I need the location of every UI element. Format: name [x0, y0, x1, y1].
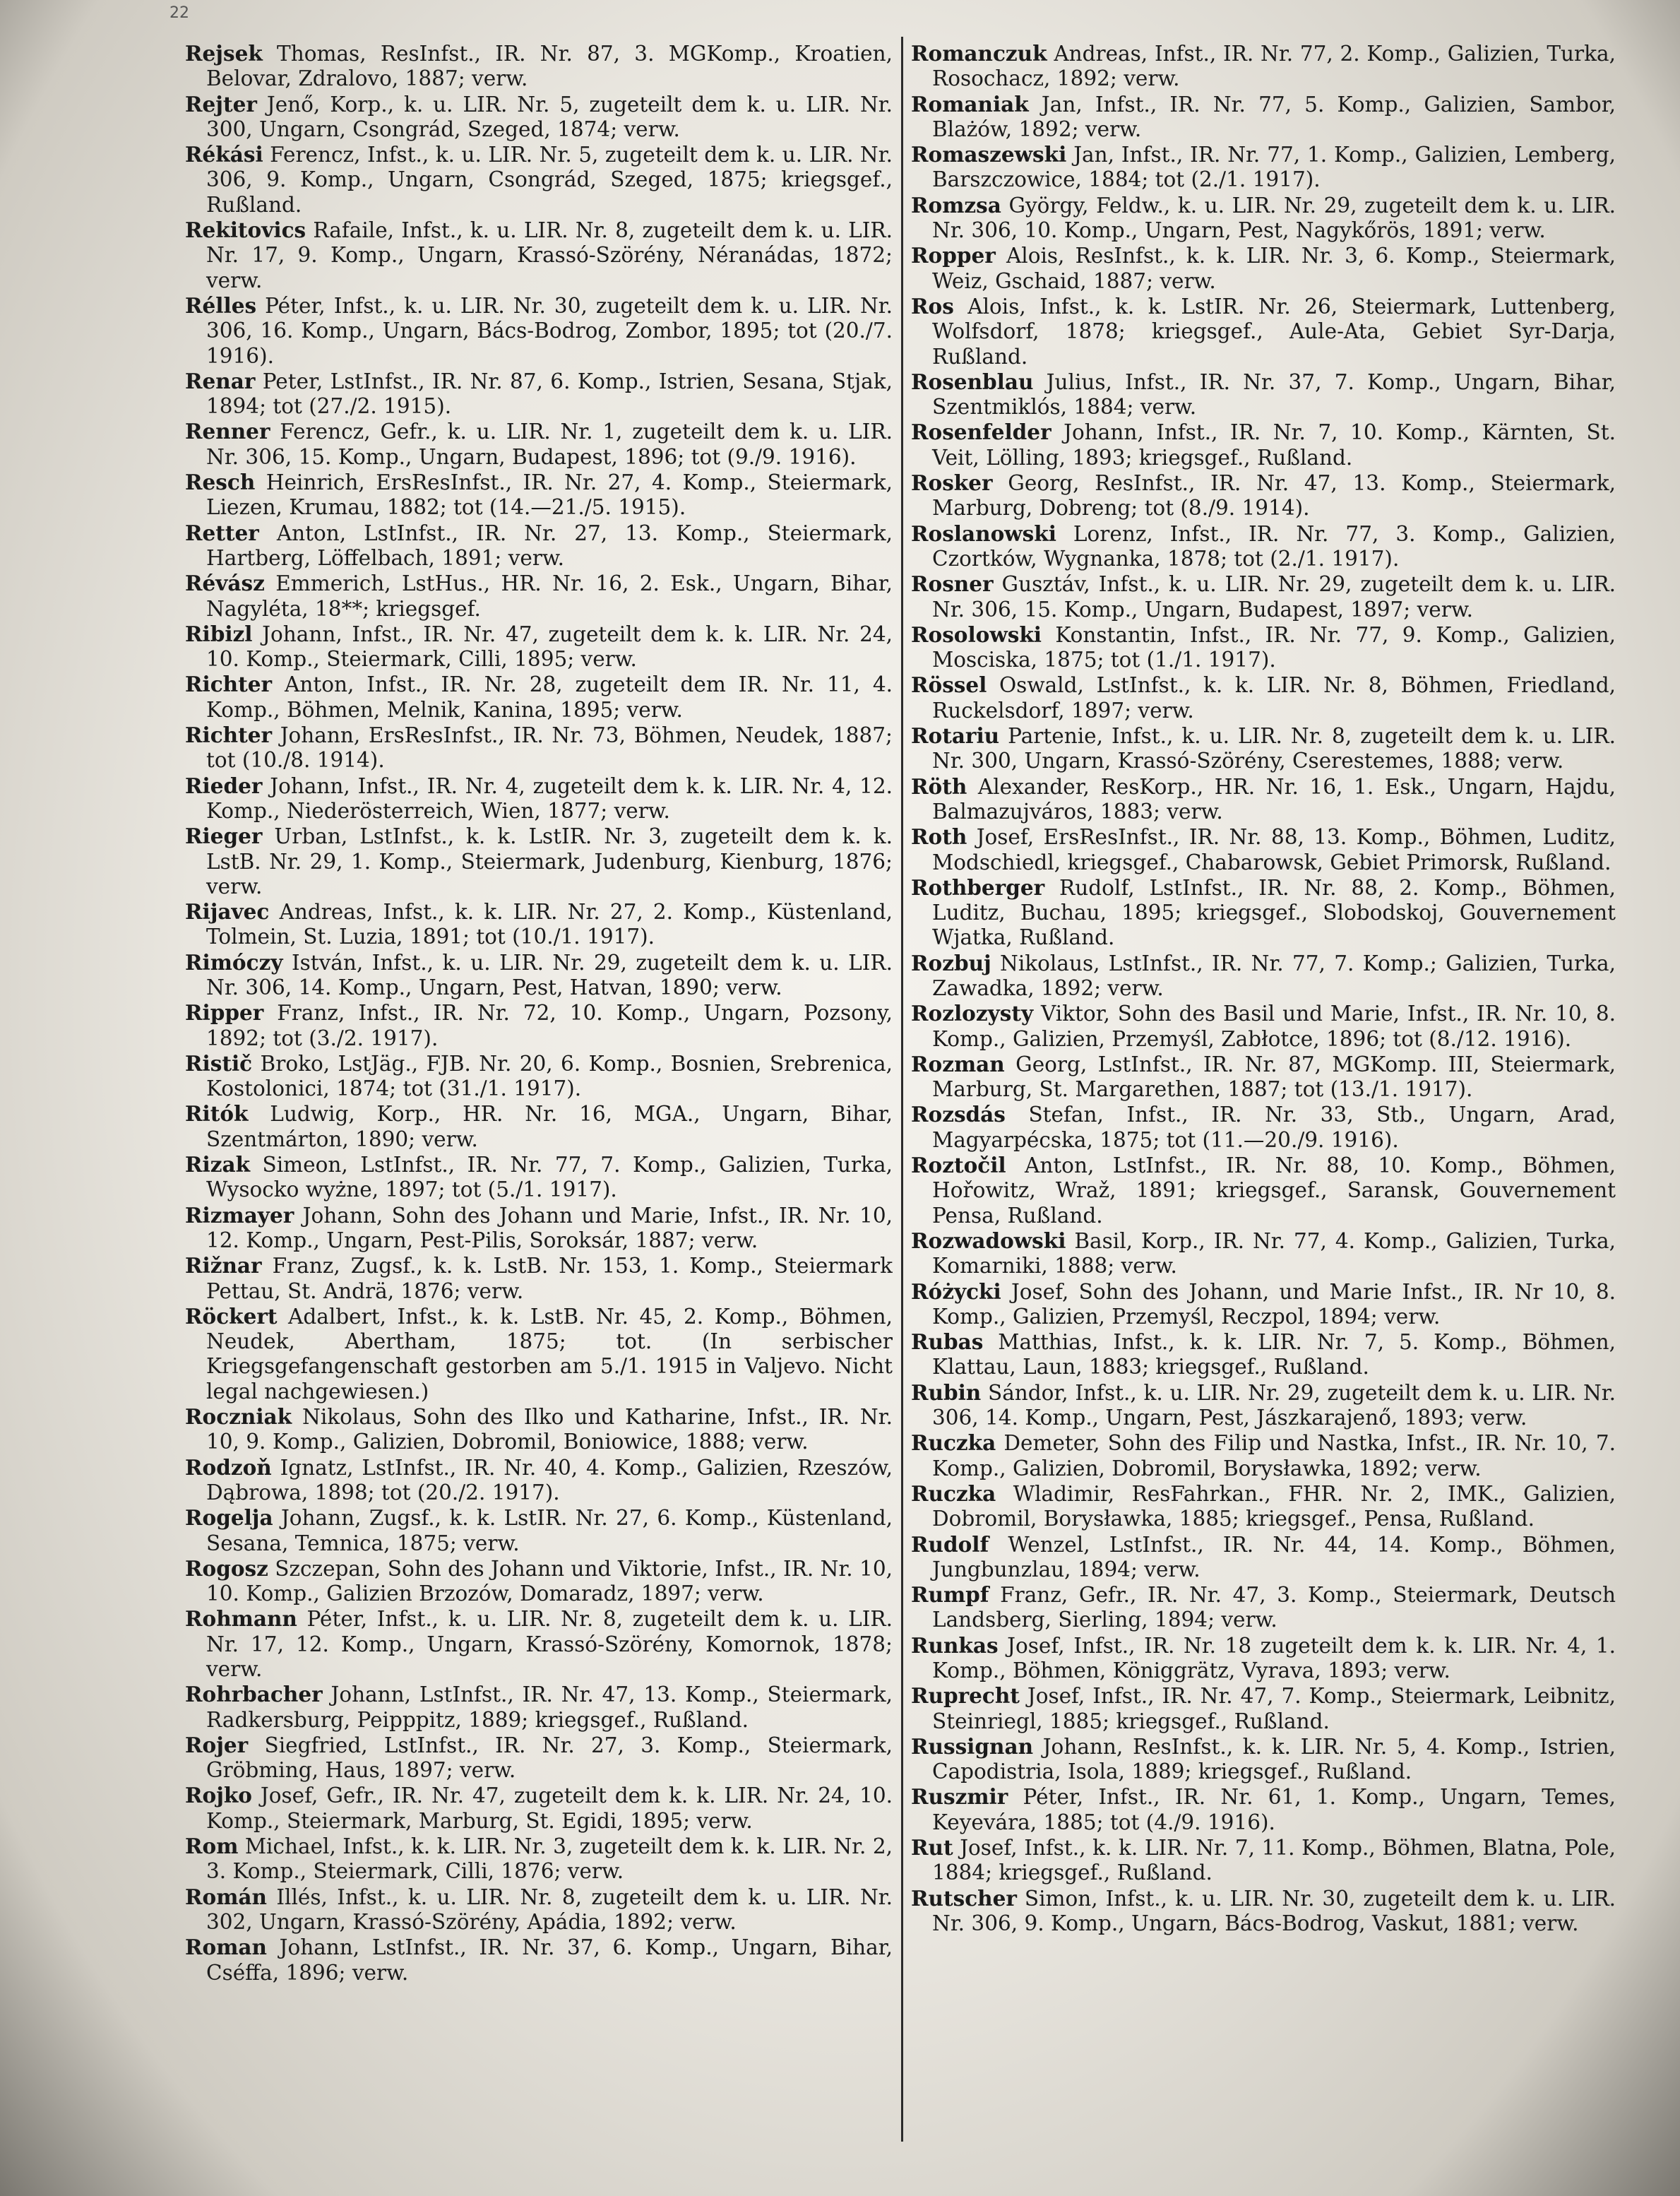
entry-surname: Rotariu	[911, 723, 1000, 749]
entry-details: Matthias, Infst., k. k. LIR. Nr. 7, 5. Komp., Böhmen, Klattau, Laun, 1883; kriegsgef., Rußland.	[932, 1330, 1616, 1379]
entry-surname: Rijavec	[185, 899, 270, 925]
entry-details: Stefan, Infst., IR. Nr. 33, Stb., Ungarn, Arad, Magyarpécska, 1875; tot (11.—20./9. 1916).	[932, 1103, 1616, 1152]
list-item	[185, 1101, 893, 1152]
entry-surname: Renner	[185, 419, 270, 444]
entry-details: Anton, LstInfst., IR. Nr. 27, 13. Komp., Steiermark, Hartberg, Löffelbach, 1891; verw.	[206, 521, 893, 570]
entry-surname: Richter	[185, 723, 273, 748]
list-item	[911, 1582, 1616, 1633]
entry-surname: Rojko	[185, 1783, 252, 1808]
entry-details: Andreas, Infst., k. k. LIR. Nr. 27, 2. Komp., Küstenland, Tolmein, St. Luzia, 1891; tot (10./1. 1917).	[206, 900, 893, 949]
entry-surname: Ruprecht	[911, 1683, 1020, 1709]
entry-surname: Rozsdás	[911, 1102, 1006, 1127]
list-item	[911, 622, 1616, 673]
entry-surname: Resch	[185, 470, 256, 495]
entry-surname: Rozwadowski	[911, 1228, 1066, 1253]
entry-surname: Rothberger	[911, 874, 1045, 900]
entry-surname: Roman	[185, 1935, 267, 1960]
list-item	[911, 193, 1616, 244]
entry-details: Josef, Gefr., IR. Nr. 47, zugeteilt dem k. k. LIR. Nr. 24, 10. Komp., Steiermark, Marburg, St. Egidi, 1895; verw.	[206, 1783, 893, 1833]
list-item	[185, 293, 893, 369]
entry-surname: Rom	[185, 1834, 239, 1859]
list-item	[911, 420, 1616, 470]
entry-surname: Russignan	[911, 1733, 1034, 1759]
list-item	[185, 1834, 893, 1885]
entry-details: Georg, ResInfst., IR. Nr. 47, 13. Komp., Steiermark, Marburg, Dobreng; tot (8./9. 1914).	[932, 471, 1616, 521]
list-item	[185, 1455, 893, 1506]
entry-surname: Rozman	[911, 1051, 1005, 1076]
list-item	[911, 1532, 1616, 1583]
list-item	[911, 951, 1616, 1002]
entry-details: Szczepan, Sohn des Johann und Viktorie, Infst., IR. Nr. 10, 10. Komp., Galizien Brzozów, Domaradz, 1897; verw.	[206, 1556, 893, 1606]
list-item	[911, 142, 1616, 193]
entry-details: Thomas, ResInfst., IR. Nr. 87, 3. MGKomp., Kroatien, Belovar, Zdralovo, 1887; verw.	[206, 42, 893, 91]
entry-surname: Romanczuk	[911, 41, 1047, 66]
entry-details: Johann, Zugsf., k. k. LstIR. Nr. 27, 6. Komp., Küstenland, Sesana, Temnica, 1875; verw.	[206, 1506, 893, 1555]
entry-details: Peter, LstInfst., IR. Nr. 87, 6. Komp., Istrien, Sesana, Stjak, 1894; tot (27./2. 1915).	[206, 369, 893, 419]
entry-surname: Röth	[911, 773, 967, 799]
entry-details: Partenie, Infst., k. u. LIR. Nr. 8, zugeteilt dem k. u. LIR. Nr. 300, Ungarn, Krassó-Szörény, Cserestemes, 1888; verw.	[932, 724, 1616, 773]
list-item	[911, 824, 1616, 875]
entry-details: Simeon, LstInfst., IR. Nr. 77, 7. Komp., Galizien, Turka, Wysocko wyżne, 1897; tot (5./1. 1917).	[206, 1153, 893, 1202]
list-item	[185, 1203, 893, 1254]
entry-details: György, Feldw., k. u. LIR. Nr. 29, zugeteilt dem k. u. LIR. Nr. 306, 10. Komp., Ungarn, Pest, Nagykőrös, 1891; verw.	[932, 193, 1616, 243]
entry-surname: Rogosz	[185, 1555, 268, 1581]
entry-details: Péter, Infst., k. u. LIR. Nr. 8, zugeteilt dem k. u. LIR. Nr. 17, 12. Komp., Ungarn, Krassó-Szörény, Komornok, 1878; verw.	[206, 1607, 893, 1681]
entry-details: Johann, Infst., IR. Nr. 4, zugeteilt dem k. k. LIR. Nr. 4, 12. Komp., Niederösterreich, Wien, 1877; verw.	[206, 773, 893, 823]
entry-details: Péter, Infst., IR. Nr. 61, 1. Komp., Ungarn, Temes, Keyevára, 1885; tot (4./9. 1916).	[932, 1785, 1616, 1834]
entry-surname: Rut	[911, 1835, 953, 1860]
entry-surname: Rodzoň	[185, 1454, 272, 1480]
entry-surname: Rogelja	[185, 1505, 273, 1531]
list-item	[185, 1051, 893, 1102]
entry-details: Rafaile, Infst., k. u. LIR. Nr. 8, zugeteilt dem k. u. LIR. Nr. 17, 9. Komp., Ungarn, Krassó-Szörény, Néranádas, 1872; verw.	[206, 218, 893, 292]
entry-surname: Ruczka	[911, 1480, 996, 1506]
entry-details: Demeter, Sohn des Filip und Nastka, Infst., IR. Nr. 10, 7. Komp., Galizien, Dobromil, Borysławka, 1892; verw.	[932, 1431, 1616, 1480]
entry-details: Jan, Infst., IR. Nr. 77, 1. Komp., Galizien, Lemberg, Barszczowice, 1884; tot (2./1. 1917).	[932, 143, 1616, 192]
entry-surname: Rutscher	[911, 1885, 1017, 1911]
entry-details: Sándor, Infst., k. u. LIR. Nr. 29, zugeteilt dem k. u. LIR. Nr. 306, 14. Komp., Ungarn, Pest, Jászkarajenő, 1893; verw.	[932, 1380, 1616, 1430]
list-item	[185, 723, 893, 773]
column-divider	[901, 37, 903, 2142]
list-item	[911, 1329, 1616, 1380]
entry-surname: Ruczka	[911, 1430, 996, 1456]
entry-surname: Rössel	[911, 672, 987, 698]
entry-details: Viktor, Sohn des Basil und Marie, Infst., IR. Nr. 10, 8. Komp., Galizien, Przemyśl, Zabłotce, 1896; tot (8./12. 1916).	[932, 1002, 1616, 1051]
entry-surname: Różycki	[911, 1278, 1001, 1304]
entry-surname: Rudolf	[911, 1531, 989, 1557]
list-item	[911, 369, 1616, 420]
entry-details: Heinrich, ErsResInfst., IR. Nr. 27, 4. Komp., Steiermark, Liezen, Krumau, 1882; tot (14.—21./5. 1915).	[206, 470, 893, 520]
entry-details: Jenő, Korp., k. u. LIR. Nr. 5, zugeteilt dem k. u. LIR. Nr. 300, Ungarn, Csongrád, Szeged, 1874; verw.	[206, 92, 893, 141]
entry-details: Adalbert, Infst., k. k. LstB. Nr. 45, 2. Komp., Böhmen, Neudek, Abertham, 1875; tot. (In serbischer Kriegsgefangenschaft gestorben am 5./1. 1915 in Valjevo. Nicht legal nachgewiesen.)	[206, 1304, 893, 1403]
entry-surname: Rosenfelder	[911, 420, 1052, 445]
list-item	[185, 1556, 893, 1607]
list-item	[911, 92, 1616, 143]
list-item	[911, 470, 1616, 521]
entry-details: Josef, Infst., k. k. LIR. Nr. 7, 11. Komp., Böhmen, Blatna, Pole, 1884; kriegsgef., Rußland.	[932, 1836, 1616, 1885]
entry-details: Johann, ErsResInfst., IR. Nr. 73, Böhmen, Neudek, 1887; tot (10./8. 1914).	[206, 723, 893, 773]
entry-details: Josef, ErsResInfst., IR. Nr. 88, 13. Komp., Böhmen, Luditz, Modschiedl, kriegsgef., Chabarowsk, Gebiet Primorsk, Rußland.	[932, 825, 1616, 874]
list-item	[185, 672, 893, 723]
entry-surname: Rejsek	[185, 41, 263, 66]
entry-surname: Rizak	[185, 1152, 251, 1177]
list-item	[185, 824, 893, 899]
entry-surname: Richter	[185, 672, 273, 697]
entry-surname: Rubas	[911, 1329, 984, 1355]
list-item	[911, 1886, 1616, 1937]
entry-details: Johann, Sohn des Johann und Marie, Infst., IR. Nr. 10, 12. Komp., Ungarn, Pest-Pilis, Soroksár, 1887; verw.	[206, 1203, 893, 1252]
entry-surname: Ripper	[185, 1000, 264, 1026]
entry-surname: Rosenblau	[911, 369, 1034, 394]
entry-details: Nikolaus, Sohn des Ilko und Katharine, Infst., IR. Nr. 10, 9. Komp., Galizien, Dobromil, Boniowice, 1888; verw.	[206, 1405, 893, 1454]
entry-surname: Rélles	[185, 292, 257, 318]
entry-details: Wenzel, LstInfst., IR. Nr. 44, 14. Komp., Böhmen, Jungbunzlau, 1894; verw.	[932, 1532, 1616, 1581]
list-item	[911, 521, 1616, 572]
entry-details: Ferencz, Gefr., k. u. LIR. Nr. 1, zugeteilt dem k. u. LIR. Nr. 306, 15. Komp., Ungarn, Budapest, 1896; tot (9./9. 1916).	[206, 420, 893, 469]
entry-surname: Retter	[185, 520, 259, 545]
list-item	[911, 1633, 1616, 1684]
entry-details: István, Infst., k. u. LIR. Nr. 29, zugeteilt dem k. u. LIR. Nr. 306, 14. Komp., Ungarn, Pest, Hatvan, 1890; verw.	[206, 950, 893, 999]
entry-details: Rudolf, LstInfst., IR. Nr. 88, 2. Komp., Böhmen, Luditz, Buchau, 1895; kriegsgef., Slobodskoj, Gouvernement Wjatka, Rußland.	[932, 875, 1616, 950]
entry-surname: Rohrbacher	[185, 1682, 323, 1707]
list-item	[185, 1682, 893, 1733]
entry-surname: Ros	[911, 293, 954, 319]
entry-details: Oswald, LstInfst., k. k. LIR. Nr. 8, Böhmen, Friedland, Ruckelsdorf, 1897; verw.	[932, 673, 1616, 723]
list-item	[911, 1481, 1616, 1532]
entry-details: Ferencz, Infst., k. u. LIR. Nr. 5, zugeteilt dem k. u. LIR. Nr. 306, 9. Komp., Ungarn, Csongrád, Szeged, 1875; kriegsgef., Rußland.	[206, 143, 893, 217]
entry-surname: Rižnar	[185, 1253, 262, 1278]
entry-surname: Roztočil	[911, 1153, 1006, 1178]
entry-details: Simon, Infst., k. u. LIR. Nr. 30, zugeteilt dem k. u. LIR. Nr. 306, 9. Komp., Ungarn, Bács-Bodrog, Vaskut, 1881; verw.	[932, 1886, 1616, 1935]
list-item	[911, 1380, 1616, 1431]
entry-surname: Rohmann	[185, 1606, 297, 1632]
entry-details: Alexander, ResKorp., HR. Nr. 16, 1. Esk., Ungarn, Hajdu, Balmazujváros, 1883; verw.	[932, 774, 1616, 824]
entry-details: Konstantin, Infst., IR. Nr. 77, 9. Komp., Galizien, Mosciska, 1875; tot (1./1. 1917).	[932, 622, 1616, 672]
list-item	[185, 1253, 893, 1304]
list-item	[185, 1783, 893, 1834]
list-item	[911, 1279, 1616, 1330]
list-item	[185, 1404, 893, 1455]
list-item	[185, 521, 893, 571]
list-item	[911, 774, 1616, 825]
entry-details: Urban, LstInfst., k. k. LstIR. Nr. 3, zugeteilt dem k. k. LstB. Nr. 29, 1. Komp., Steiermark, Judenburg, Kienburg, 1876; verw.	[206, 824, 893, 898]
entry-details: Péter, Infst., k. u. LIR. Nr. 30, zugeteilt dem k. u. LIR. Nr. 306, 16. Komp., Ungarn, Bács-Bodrog, Zombor, 1895; tot (20./7. 1916).	[206, 293, 893, 368]
list-item	[911, 672, 1616, 723]
entry-surname: Rosner	[911, 571, 994, 597]
entry-details: Alois, ResInfst., k. k. LIR. Nr. 3, 6. Komp., Steiermark, Weiz, Gschaid, 1887; verw.	[932, 244, 1616, 293]
list-item	[911, 1153, 1616, 1228]
list-item	[911, 1228, 1616, 1279]
entry-details: Wladimir, ResFahrkan., FHR. Nr. 2, IMK., Galizien, Dobromil, Borysławka, 1885; kriegsgef., Pensa, Rußland.	[932, 1481, 1616, 1531]
entry-details: Broko, LstJäg., FJB. Nr. 20, 6. Komp., Bosnien, Srebrenica, Kostolonici, 1874; tot (31./1. 1917).	[206, 1051, 893, 1101]
entry-details: Georg, LstInfst., IR. Nr. 87, MGKomp. III, Steiermark, Marburg, St. Margarethen, 1887; tot (13./1. 1917).	[932, 1052, 1616, 1102]
entry-surname: Röckert	[185, 1303, 278, 1329]
entry-surname: Romaniak	[911, 91, 1029, 117]
list-item	[911, 1835, 1616, 1886]
list-item	[185, 1885, 893, 1935]
entry-surname: Rosolowski	[911, 622, 1042, 647]
list-item	[911, 1734, 1616, 1785]
entry-details: Julius, Infst., IR. Nr. 37, 7. Komp., Ungarn, Bihar, Szentmiklós, 1884; verw.	[932, 369, 1616, 420]
entry-details: Josef, Infst., IR. Nr. 18 zugeteilt dem k. k. LIR. Nr. 4, 1. Komp., Böhmen, Königgrätz, Vyrava, 1893; verw.	[932, 1633, 1616, 1682]
entry-surname: Ropper	[911, 243, 996, 268]
entry-surname: Rekitovics	[185, 218, 306, 243]
entry-details: Johann, ResInfst., k. k. LIR. Nr. 5, 4. Komp., Istrien, Capodistria, Isola, 1889; kriegsgef., Rußland.	[932, 1734, 1616, 1784]
entry-details: Johann, LstInfst., IR. Nr. 37, 6. Komp., Ungarn, Bihar, Cséffa, 1896; verw.	[206, 1935, 893, 1985]
entry-surname: Rizmayer	[185, 1202, 294, 1228]
list-item	[185, 773, 893, 824]
list-item	[911, 243, 1616, 294]
entry-details: Alois, Infst., k. k. LstIR. Nr. 26, Steiermark, Luttenberg, Wolfsdorf, 1878; kriegsgef., Aule-Ata, Gebiet Syr-Darja, Rußland.	[932, 294, 1616, 369]
entry-surname: Ribizl	[185, 621, 253, 646]
entry-details: Ludwig, Korp., HR. Nr. 16, MGA., Ungarn, Bihar, Szentmárton, 1890; verw.	[206, 1102, 893, 1151]
entry-surname: Roth	[911, 824, 967, 850]
entry-details: Anton, Infst., IR. Nr. 28, zugeteilt dem IR. Nr. 11, 4. Komp., Böhmen, Melnik, Kanina, 1895; verw.	[206, 672, 893, 722]
list-item	[185, 899, 893, 950]
entry-details: Franz, Infst., IR. Nr. 72, 10. Komp., Ungarn, Pozsony, 1892; tot (3./2. 1917).	[206, 1001, 893, 1050]
list-item	[185, 142, 893, 218]
entry-details: Jan, Infst., IR. Nr. 77, 5. Komp., Galizien, Sambor, Blażów, 1892; verw.	[932, 92, 1616, 141]
entry-surname: Roczniak	[185, 1404, 292, 1430]
entry-surname: Rumpf	[911, 1582, 989, 1608]
entry-details: Illés, Infst., k. u. LIR. Nr. 8, zugeteilt dem k. u. LIR. Nr. 302, Ungarn, Krassó-Szörény, Apádia, 1892; verw.	[206, 1885, 893, 1934]
list-item	[185, 1606, 893, 1682]
entry-surname: Rosker	[911, 470, 993, 496]
entry-surname: Ritók	[185, 1101, 249, 1127]
list-item	[185, 622, 893, 672]
list-item	[185, 1733, 893, 1783]
list-item	[911, 294, 1616, 369]
entry-details: Gusztáv, Infst., k. u. LIR. Nr. 29, zugeteilt dem k. u. LIR. Nr. 306, 15. Komp., Ungarn, Budapest, 1897; verw.	[932, 572, 1616, 622]
list-item	[911, 1683, 1616, 1734]
list-item	[185, 41, 893, 92]
entry-surname: Renar	[185, 368, 256, 393]
entry-details: Anton, LstInfst., IR. Nr. 88, 10. Komp., Böhmen, Hořowitz, Wraž, 1891; kriegsgef., Saransk, Gouvernement Pensa, Rußland.	[932, 1153, 1616, 1228]
entry-details: Franz, Zugsf., k. k. LstB. Nr. 153, 1. Komp., Steiermark Pettau, St. Andrä, 1876; verw.	[206, 1254, 893, 1303]
list-item	[911, 723, 1616, 774]
page-corner-mark: 22	[169, 4, 189, 22]
right-column	[911, 41, 1616, 2174]
list-item	[185, 369, 893, 420]
entry-surname: Runkas	[911, 1632, 999, 1658]
list-item	[185, 1505, 893, 1556]
entry-surname: Rieder	[185, 773, 263, 798]
entry-surname: Ristič	[185, 1050, 253, 1076]
entry-surname: Rozbuj	[911, 950, 991, 975]
entry-details: Johann, Infst., IR. Nr. 47, zugeteilt dem k. k. LIR. Nr. 24, 10. Komp., Steiermark, Cilli, 1895; verw.	[206, 622, 893, 672]
entry-details: Siegfried, LstInfst., IR. Nr. 27, 3. Komp., Steiermark, Gröbming, Haus, 1897; verw.	[206, 1733, 893, 1783]
list-item	[911, 1430, 1616, 1481]
entry-surname: Rozlozysty	[911, 1001, 1034, 1026]
left-column	[185, 41, 893, 2174]
entry-details: Ignatz, LstInfst., IR. Nr. 40, 4. Komp., Galizien, Rzeszów, Dąbrowa, 1898; tot (20./2. 1917).	[206, 1455, 893, 1504]
list-item	[185, 1935, 893, 1986]
entry-surname: Romzsa	[911, 192, 1001, 218]
list-item	[185, 470, 893, 521]
list-item	[185, 92, 893, 143]
entry-details: Lorenz, Infst., IR. Nr. 77, 3. Komp., Galizien, Czortków, Wygnanka, 1878; tot (2./1. 1917).	[932, 521, 1616, 571]
list-item	[185, 950, 893, 1001]
entry-details: Michael, Infst., k. k. LIR. Nr. 3, zugeteilt dem k. k. LIR. Nr. 2, 3. Komp., Steiermark, Cilli, 1876; verw.	[206, 1834, 893, 1884]
list-item	[911, 1784, 1616, 1835]
list-item	[911, 1001, 1616, 1052]
entry-surname: Ruszmir	[911, 1784, 1008, 1810]
entry-surname: Rimóczy	[185, 949, 283, 975]
entry-surname: Rojer	[185, 1732, 249, 1757]
list-item	[911, 875, 1616, 951]
list-item	[911, 41, 1616, 92]
entry-surname: Rieger	[185, 824, 263, 849]
entry-surname: Rejter	[185, 91, 257, 117]
entry-details: Nikolaus, LstInfst., IR. Nr. 77, 7. Komp.; Galizien, Turka, Zawadka, 1892; verw.	[932, 951, 1616, 1000]
list-item	[185, 1304, 893, 1404]
list-item	[911, 1102, 1616, 1153]
entry-details: Andreas, Infst., IR. Nr. 77, 2. Komp., Galizien, Turka, Rosochacz, 1892; verw.	[932, 42, 1616, 91]
list-item	[911, 1052, 1616, 1103]
entry-details: Basil, Korp., IR. Nr. 77, 4. Komp., Galizien, Turka, Komarniki, 1888; verw.	[932, 1228, 1616, 1278]
list-item	[185, 218, 893, 293]
entry-surname: Rékási	[185, 142, 263, 167]
entry-details: Josef, Infst., IR. Nr. 47, 7. Komp., Steiermark, Leibnitz, Steinriegl, 1885; kriegsgef., Rußland.	[932, 1684, 1616, 1733]
entry-surname: Romaszewski	[911, 142, 1067, 167]
list-item	[185, 1152, 893, 1203]
entry-surname: Román	[185, 1884, 267, 1909]
entry-details: Josef, Sohn des Johann, und Marie Infst., IR. Nr 10, 8. Komp., Galizien, Przemyśl, Reczpol, 1894; verw.	[932, 1279, 1616, 1329]
entry-details: Franz, Gefr., IR. Nr. 47, 3. Komp., Steiermark, Deutsch Landsberg, Sierling, 1894; verw.	[932, 1583, 1616, 1632]
entry-details: Johann, Infst., IR. Nr. 7, 10. Komp., Kärnten, St. Veit, Lölling, 1893; kriegsgef., Rußland.	[932, 420, 1616, 470]
list-item	[185, 571, 893, 622]
entry-details: Emmerich, LstHus., HR. Nr. 16, 2. Esk., Ungarn, Bihar, Nagyléta, 18**; kriegsgef.	[206, 571, 893, 621]
list-item	[185, 419, 893, 470]
entry-surname: Révász	[185, 571, 265, 596]
entry-details: Johann, LstInfst., IR. Nr. 47, 13. Komp., Steiermark, Radkersburg, Peipppitz, 1889; kriegsgef., Rußland.	[206, 1682, 893, 1732]
list-item	[185, 1000, 893, 1051]
list-item	[911, 571, 1616, 622]
entry-surname: Rubin	[911, 1379, 982, 1405]
entry-surname: Roslanowski	[911, 521, 1056, 546]
